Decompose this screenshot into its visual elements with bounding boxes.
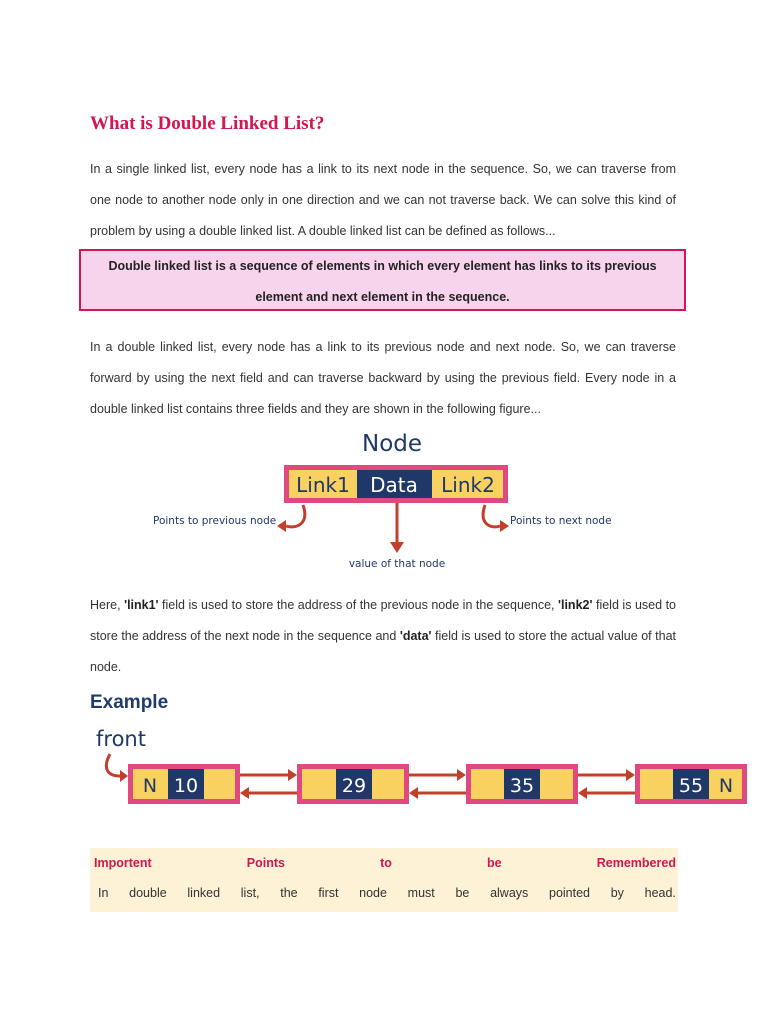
- page-title: What is Double Linked List?: [90, 113, 325, 134]
- description-paragraph: In a double linked list, every node has a link to its previous node and next node. So, we can traverse forward by using the next field and can traverse backward by using the previous field. Every node in a double linked list contains three fields and they are shown in the following figure...: [90, 340, 676, 416]
- node-structure-figure: [140, 425, 620, 575]
- remember-word: head.: [644, 886, 676, 900]
- example-node-3: [466, 764, 578, 804]
- definition-callout: Double linked list is a sequence of elements in which every element has links to its previous element and next element in the sequence.: [79, 249, 686, 311]
- example-node-2: [297, 764, 409, 804]
- value-arrow-head: [390, 542, 404, 553]
- front-arrow-head: [120, 770, 128, 782]
- remember-heading: [94, 856, 676, 870]
- remember-word: In: [98, 886, 109, 900]
- intro-paragraph: In a single linked list, every node has a link to its next node in the sequence. So, we can traverse from one node to another node only in one direction and we can not traverse back. We can solve this kind of problem by using a double linked list. A double linked list can be defined as follows...: [90, 162, 676, 238]
- remember-word: by: [610, 886, 624, 900]
- front-arrow-curve: [106, 754, 120, 776]
- remember-heading-word: Importent: [94, 856, 152, 870]
- remember-word: list,: [240, 886, 260, 900]
- remember-word: the: [280, 886, 298, 900]
- example-node-4-value: 55: [678, 775, 704, 797]
- example-node-1: [128, 764, 240, 804]
- example-node-4-right: N: [718, 775, 734, 797]
- value-label: value of that node: [348, 558, 446, 570]
- example-list-figure: [88, 724, 756, 824]
- example-node-2-value: 29: [341, 775, 367, 797]
- backward-link-3-2: [409, 787, 466, 799]
- remember-word: linked: [187, 886, 221, 900]
- link1-term: 'link1': [124, 598, 159, 612]
- forward-link-2-3: [409, 769, 466, 781]
- node-field-data: Data: [370, 473, 418, 497]
- forward-link-3-4: [578, 769, 635, 781]
- remember-word: always: [490, 886, 529, 900]
- remember-word: node: [359, 886, 387, 900]
- forward-link-1-2: [240, 769, 297, 781]
- node-field-link1: Link1: [296, 473, 350, 497]
- front-label: front: [96, 727, 146, 751]
- backward-link-4-3: [578, 787, 635, 799]
- data-term: 'data': [399, 629, 432, 643]
- node-field-link2: Link2: [441, 473, 495, 497]
- link2-term: 'link2': [558, 598, 593, 612]
- remember-heading-word: to: [380, 856, 392, 870]
- example-node-1-value: 10: [173, 775, 199, 797]
- prev-arrow-curve: [286, 505, 305, 527]
- remember-heading-word: Remembered: [596, 856, 676, 870]
- remember-box: [90, 848, 678, 912]
- remember-word: first: [318, 886, 339, 900]
- backward-link-2-1: [240, 787, 297, 799]
- node-figure-title: Node: [361, 431, 423, 457]
- remember-word: pointed: [549, 886, 591, 900]
- remember-word: be: [455, 886, 470, 900]
- next-arrow-curve: [483, 505, 500, 527]
- next-node-label: Points to next node: [510, 515, 612, 527]
- remember-heading-word: Points: [246, 856, 285, 870]
- example-node-4: [635, 764, 747, 804]
- remember-heading-word: be: [487, 856, 502, 870]
- example-node-1-left: N: [142, 775, 158, 797]
- remember-text: [98, 886, 676, 900]
- prev-arrow-head: [277, 520, 286, 532]
- example-node-3-value: 35: [509, 775, 535, 797]
- prev-node-label: Points to previous node: [153, 515, 277, 527]
- remember-word: must: [407, 886, 435, 900]
- explanation-paragraph: Here, 'link1' field is used to store the address of the previous node in the sequence, 'link2' field is used to store the address of the next node in the sequence and 'data' field is used to store the actual value of that node.: [90, 598, 676, 674]
- remember-word: double: [129, 886, 167, 900]
- next-arrow-head: [500, 520, 509, 532]
- example-heading: Example: [90, 692, 169, 713]
